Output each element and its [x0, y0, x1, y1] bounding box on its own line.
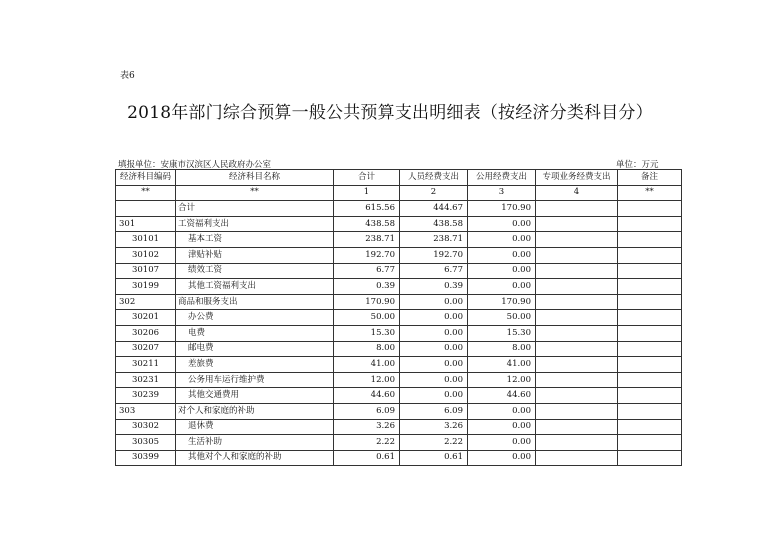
total-cell: 41.00	[334, 357, 400, 373]
public-cell: 0.00	[468, 450, 536, 466]
public-cell: 0.00	[468, 232, 536, 248]
total-cell: 6.09	[334, 403, 400, 419]
special-cell	[536, 372, 618, 388]
account-name-cell: 差旅费	[176, 357, 334, 373]
public-cell: 0.00	[468, 435, 536, 451]
index-cell: 4	[536, 185, 618, 201]
account-name-cell: 其他对个人和家庭的补助	[176, 450, 334, 466]
special-cell	[536, 435, 618, 451]
special-cell	[536, 216, 618, 232]
account-code-cell: 30302	[116, 419, 176, 435]
special-cell	[536, 294, 618, 310]
special-cell	[536, 310, 618, 326]
table-row	[116, 388, 682, 404]
personnel-cell: 0.00	[400, 341, 468, 357]
personnel-cell: 0.00	[400, 294, 468, 310]
special-cell	[536, 388, 618, 404]
personnel-cell: 0.00	[400, 310, 468, 326]
note-cell	[618, 310, 682, 326]
account-code-cell	[116, 201, 176, 217]
special-cell	[536, 419, 618, 435]
column-header: 公用经费支出	[468, 170, 536, 186]
personnel-cell: 0.39	[400, 279, 468, 295]
note-cell	[618, 325, 682, 341]
document-tag: 表6	[120, 71, 135, 81]
account-code-cell: 30199	[116, 279, 176, 295]
account-name-cell: 工资福利支出	[176, 216, 334, 232]
total-cell: 8.00	[334, 341, 400, 357]
page-title: 2018年部门综合预算一般公共预算支出明细表（按经济分类科目分）	[127, 103, 653, 123]
column-header: 专项业务经费支出	[536, 170, 618, 186]
table-row	[116, 232, 682, 248]
special-cell	[536, 263, 618, 279]
index-cell: 2	[400, 185, 468, 201]
account-code-cell: 301	[116, 216, 176, 232]
expenditure-table	[115, 169, 682, 466]
personnel-cell: 0.00	[400, 388, 468, 404]
column-header: 经济科目名称	[176, 170, 334, 186]
index-cell: 3	[468, 185, 536, 201]
table-row	[116, 435, 682, 451]
special-cell	[536, 279, 618, 295]
account-code-cell: 303	[116, 403, 176, 419]
total-cell: 44.60	[334, 388, 400, 404]
note-cell	[618, 388, 682, 404]
personnel-cell: 0.00	[400, 372, 468, 388]
personnel-cell: 438.58	[400, 216, 468, 232]
table-row	[116, 201, 682, 217]
account-name-cell: 津贴补贴	[176, 247, 334, 263]
total-cell: 2.22	[334, 435, 400, 451]
public-cell: 0.00	[468, 263, 536, 279]
total-cell: 12.00	[334, 372, 400, 388]
public-cell: 0.00	[468, 403, 536, 419]
personnel-cell: 3.26	[400, 419, 468, 435]
account-code-cell: 30102	[116, 247, 176, 263]
table-row	[116, 403, 682, 419]
public-cell: 44.60	[468, 388, 536, 404]
public-cell: 8.00	[468, 341, 536, 357]
account-code-cell: 30399	[116, 450, 176, 466]
public-cell: 50.00	[468, 310, 536, 326]
total-cell: 615.56	[334, 201, 400, 217]
table-header-row	[116, 170, 682, 186]
note-cell	[618, 419, 682, 435]
special-cell	[536, 232, 618, 248]
special-cell	[536, 325, 618, 341]
note-cell	[618, 201, 682, 217]
index-cell: **	[618, 185, 682, 201]
account-code-cell: 30101	[116, 232, 176, 248]
account-code-cell: 30201	[116, 310, 176, 326]
personnel-cell: 192.70	[400, 247, 468, 263]
note-cell	[618, 279, 682, 295]
index-cell: 1	[334, 185, 400, 201]
public-cell: 0.00	[468, 216, 536, 232]
table-row	[116, 450, 682, 466]
personnel-cell: 238.71	[400, 232, 468, 248]
personnel-cell: 2.22	[400, 435, 468, 451]
table-row	[116, 325, 682, 341]
account-code-cell: 30305	[116, 435, 176, 451]
index-cell: **	[176, 185, 334, 201]
column-header: 合计	[334, 170, 400, 186]
account-code-cell: 30107	[116, 263, 176, 279]
account-name-cell: 退休费	[176, 419, 334, 435]
column-header: 备注	[618, 170, 682, 186]
table-row	[116, 341, 682, 357]
total-cell: 6.77	[334, 263, 400, 279]
account-code-cell: 30239	[116, 388, 176, 404]
account-name-cell: 公务用车运行维护费	[176, 372, 334, 388]
total-cell: 192.70	[334, 247, 400, 263]
table-row	[116, 357, 682, 373]
special-cell	[536, 403, 618, 419]
total-cell: 0.39	[334, 279, 400, 295]
account-name-cell: 邮电费	[176, 341, 334, 357]
note-cell	[618, 372, 682, 388]
account-name-cell: 生活补助	[176, 435, 334, 451]
table-row	[116, 263, 682, 279]
public-cell: 0.00	[468, 247, 536, 263]
special-cell	[536, 247, 618, 263]
account-name-cell: 其他交通费用	[176, 388, 334, 404]
account-name-cell: 绩效工资	[176, 263, 334, 279]
personnel-cell: 0.00	[400, 325, 468, 341]
total-cell: 438.58	[334, 216, 400, 232]
note-cell	[618, 232, 682, 248]
index-row	[116, 185, 682, 201]
column-header: 经济科目编码	[116, 170, 176, 186]
index-cell: **	[116, 185, 176, 201]
note-cell	[618, 450, 682, 466]
public-cell: 170.90	[468, 201, 536, 217]
table-row	[116, 310, 682, 326]
account-name-cell: 办公费	[176, 310, 334, 326]
personnel-cell: 6.77	[400, 263, 468, 279]
column-header: 人员经费支出	[400, 170, 468, 186]
special-cell	[536, 201, 618, 217]
public-cell: 15.30	[468, 325, 536, 341]
account-name-cell: 商品和服务支出	[176, 294, 334, 310]
public-cell: 12.00	[468, 372, 536, 388]
note-cell	[618, 435, 682, 451]
public-cell: 0.00	[468, 279, 536, 295]
personnel-cell: 0.61	[400, 450, 468, 466]
total-cell: 15.30	[334, 325, 400, 341]
note-cell	[618, 357, 682, 373]
total-cell: 50.00	[334, 310, 400, 326]
table-row	[116, 372, 682, 388]
table-row	[116, 247, 682, 263]
account-code-cell: 302	[116, 294, 176, 310]
account-name-cell: 电费	[176, 325, 334, 341]
table-row	[116, 279, 682, 295]
personnel-cell: 0.00	[400, 357, 468, 373]
personnel-cell: 444.67	[400, 201, 468, 217]
account-name-cell: 其他工资福利支出	[176, 279, 334, 295]
table-row	[116, 216, 682, 232]
special-cell	[536, 341, 618, 357]
note-cell	[618, 263, 682, 279]
note-cell	[618, 341, 682, 357]
currency-unit-label: 单位：万元	[616, 160, 659, 170]
public-cell: 41.00	[468, 357, 536, 373]
account-code-cell: 30211	[116, 357, 176, 373]
note-cell	[618, 247, 682, 263]
special-cell	[536, 357, 618, 373]
account-name-cell: 基本工资	[176, 232, 334, 248]
special-cell	[536, 450, 618, 466]
account-code-cell: 30231	[116, 372, 176, 388]
total-cell: 0.61	[334, 450, 400, 466]
total-cell: 170.90	[334, 294, 400, 310]
reporting-unit-label: 填报单位：安康市汉滨区人民政府办公室	[118, 160, 272, 170]
table-row	[116, 294, 682, 310]
public-cell: 170.90	[468, 294, 536, 310]
public-cell: 0.00	[468, 419, 536, 435]
account-name-cell: 对个人和家庭的补助	[176, 403, 334, 419]
note-cell	[618, 216, 682, 232]
total-cell: 238.71	[334, 232, 400, 248]
note-cell	[618, 294, 682, 310]
total-cell: 3.26	[334, 419, 400, 435]
table-row	[116, 419, 682, 435]
note-cell	[618, 403, 682, 419]
account-code-cell: 30206	[116, 325, 176, 341]
personnel-cell: 6.09	[400, 403, 468, 419]
account-name-cell: 合计	[176, 201, 334, 217]
account-code-cell: 30207	[116, 341, 176, 357]
